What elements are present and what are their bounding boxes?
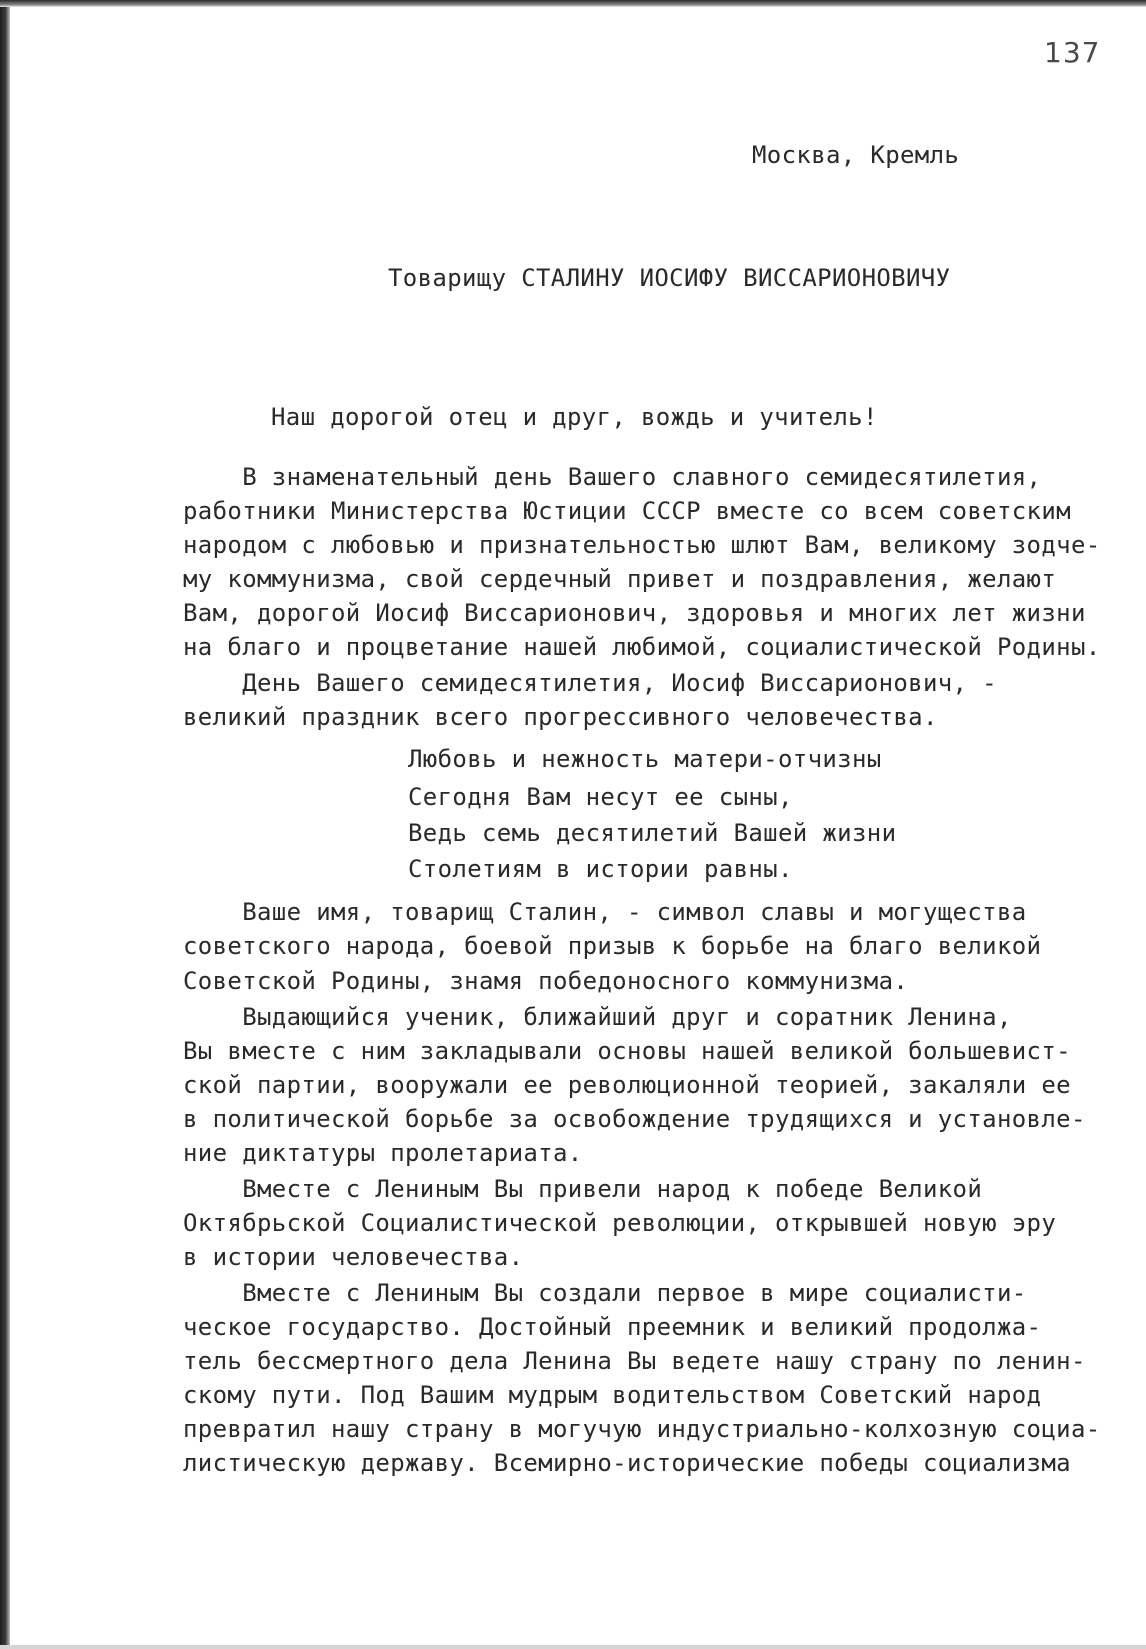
body-line: великий праздник всего прогрессивного человечества.	[183, 703, 938, 731]
body-line: работники Министерства Юстиции СССР вместе со всем советским	[183, 497, 1071, 525]
body-line: ческое государство. Достойный преемник и великий продолжа-	[183, 1313, 1042, 1341]
folio-number: 137	[1044, 36, 1101, 69]
poem-line: Столетиям в истории равны.	[408, 855, 793, 883]
body-line: в политической борьбе за освобождение трудящихся и установле-	[183, 1105, 1086, 1133]
body-line: Вместе с Лениным Вы привели народ к победе Великой	[183, 1175, 983, 1203]
body-line: в истории человечества.	[183, 1243, 524, 1271]
poem-line: Ведь семь десятилетий Вашей жизни	[408, 819, 897, 847]
body-line: листическую державу. Всемирно-исторические победы социализма	[183, 1449, 1071, 1477]
body-line: ние диктатуры пролетариата.	[183, 1139, 583, 1167]
poem-line: Любовь и нежность матери-отчизны	[408, 745, 882, 773]
place-line: Москва, Кремль	[752, 141, 960, 169]
body-line: Октябрьской Социалистической революции, открывшей новую эру	[183, 1209, 1057, 1237]
body-line: превратил нашу страну в могучую индустриально-колхозную социа-	[183, 1415, 1101, 1443]
poem-line: Сегодня Вам несут ее сыны,	[408, 783, 793, 811]
body-line: советского народа, боевой призыв к борьбе на благо великой	[183, 932, 1042, 960]
scan-left-edge	[0, 0, 10, 1649]
body-line: народом с любовью и признательностью шлют Вам, великому зодче-	[183, 531, 1101, 559]
body-line: День Вашего семидесятилетия, Иосиф Виссарионович, -	[183, 669, 997, 697]
body-line: скому пути. Под Вашим мудрым водительством Советский народ	[183, 1381, 1042, 1409]
body-line: Вместе с Лениным Вы создали первое в мире социалисти-	[183, 1279, 1027, 1307]
body-line: Советской Родины, знамя победоносного коммунизма.	[183, 967, 909, 995]
body-line: ской партии, вооружали ее революционной теорией, закаляли ее	[183, 1071, 1071, 1099]
body-line: Выдающийся ученик, ближайший друг и соратник Ленина,	[183, 1003, 1012, 1031]
body-line: тель бессмертного дела Ленина Вы ведете нашу страну по ленин-	[183, 1347, 1086, 1375]
body-line: В знаменательный день Вашего славного семидесятилетия,	[183, 463, 1042, 491]
scan-top-edge	[0, 0, 1146, 7]
body-line: на благо и процветание нашей любимой, социалистической Родины.	[183, 633, 1101, 661]
body-line: му коммунизма, свой сердечный привет и поздравления, желают	[183, 565, 1057, 593]
addressee-line: Товарищу СТАЛИНУ ИОСИФУ ВИССАРИОНОВИЧУ	[388, 264, 951, 292]
salutation-line: Наш дорогой отец и друг, вождь и учитель!	[271, 403, 878, 431]
body-line: Ваше имя, товарищ Сталин, - символ славы и могущества	[183, 898, 1027, 926]
body-line: Вы вместе с ним закладывали основы нашей великой большевист-	[183, 1037, 1071, 1065]
body-line: Вам, дорогой Иосиф Виссарионович, здоровья и многих лет жизни	[183, 599, 1086, 627]
scan-bottom-edge	[0, 1645, 1146, 1649]
